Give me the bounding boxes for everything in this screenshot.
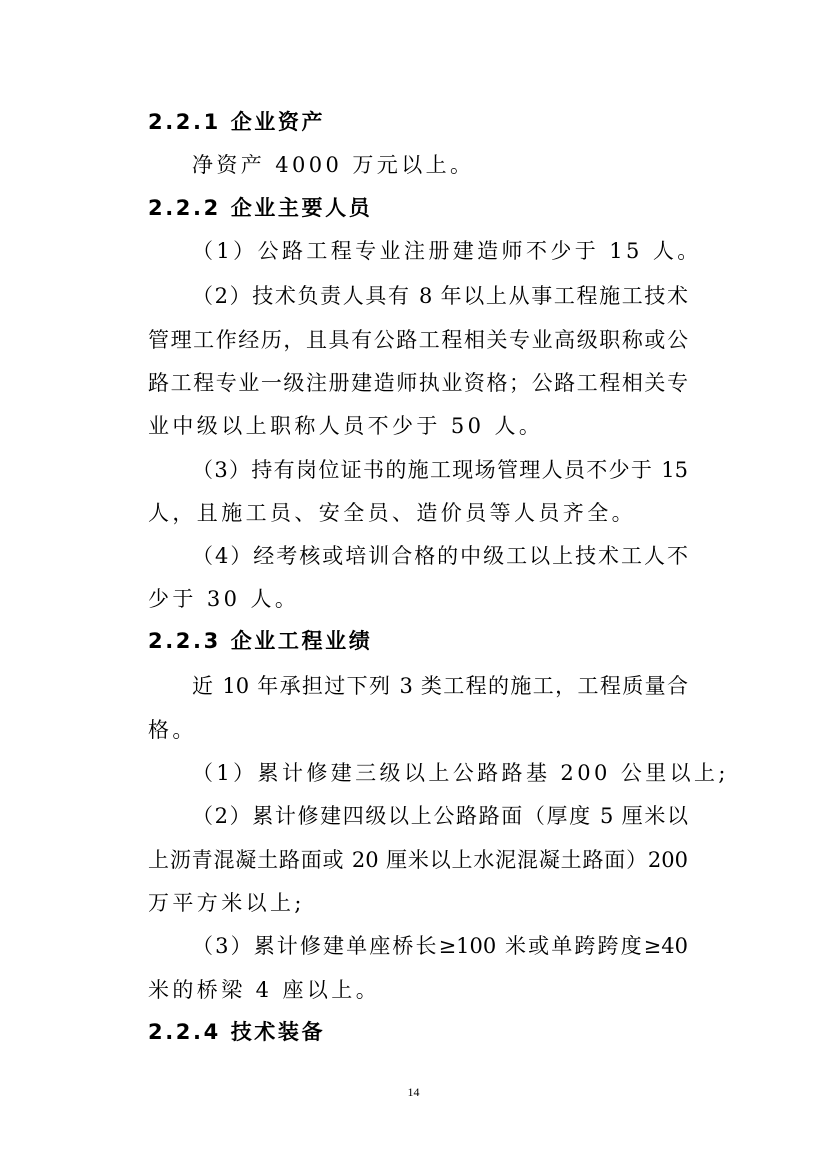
- paragraph-line: 少于 30 人。: [148, 587, 300, 611]
- paragraph-line: 上沥青混凝土路面或 20 厘米以上水泥混凝土路面）200: [148, 848, 688, 872]
- paragraph-line: 万平方米以上;: [148, 891, 305, 915]
- page-number: 14: [407, 1085, 420, 1099]
- section-heading-personnel: 2.2.2 企业主要人员: [148, 196, 373, 220]
- paragraph-line: 净资产 4000 万元以上。: [192, 153, 475, 177]
- paragraph-line: 米的桥梁 4 座以上。: [148, 978, 381, 1002]
- paragraph-line: （3）持有岗位证书的施工现场管理人员不少于 15: [192, 458, 688, 482]
- paragraph-line: 业中级以上职称人员不少于 50 人。: [148, 414, 544, 438]
- paragraph-line: （1）公路工程专业注册建造师不少于 15 人。: [192, 239, 702, 263]
- paragraph-line: （2）累计修建四级以上公路路面（厚度 5 厘米以: [192, 804, 688, 828]
- paragraph-line: 近 10 年承担过下列 3 类工程的施工，工程质量合: [192, 674, 688, 698]
- section-heading-assets: 2.2.1 企业资产: [148, 110, 326, 134]
- paragraph-line: （3）累计修建单座桥长≥100 米或单跨跨度≥40: [192, 934, 688, 958]
- paragraph-line: 格。: [148, 718, 197, 742]
- paragraph-line: （1）累计修建三级以上公路路基 200 公里以上;: [192, 761, 729, 785]
- section-heading-equipment: 2.2.4 技术装备: [148, 1020, 326, 1044]
- paragraph-line: （4）经考核或培训合格的中级工以上技术工人不: [192, 544, 688, 568]
- section-heading-performance: 2.2.3 企业工程业绩: [148, 629, 373, 653]
- paragraph-line: 路工程专业一级注册建造师执业资格；公路工程相关专: [148, 371, 688, 395]
- paragraph-line: （2）技术负责人具有 8 年以上从事工程施工技术: [192, 284, 688, 308]
- paragraph-line: 管理工作经历，且具有公路工程相关专业高级职称或公: [148, 328, 688, 352]
- paragraph-line: 人，且施工员、安全员、造价员等人员齐全。: [148, 501, 636, 525]
